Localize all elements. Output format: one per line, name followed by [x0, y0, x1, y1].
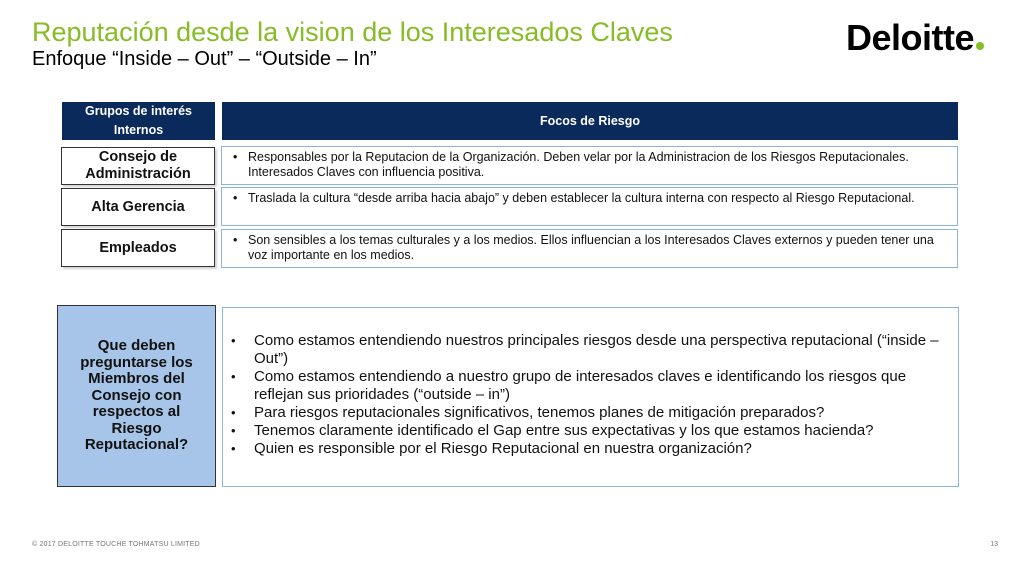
header-risk-focus-label: Focos de Riesgo [539, 113, 641, 128]
header-risk-focus [222, 102, 958, 140]
group-label: Alta Gerencia [91, 198, 185, 215]
question-item: • Quien es responsible por el Riesgo Reputacional en nuestra organización? [228, 440, 950, 458]
page-number: 13 [990, 541, 998, 548]
focus-item: • Responsables por la Reputacion de la Organización. Deben velar por la Administracion de los Riesgos Reputacionales. Interesados Claves con influencia positiva. [232, 150, 949, 180]
header-groups-label: Grupos de interés Internos [85, 104, 192, 137]
focus-consejo [221, 146, 958, 185]
slide-title: Reputación desde la vision de los Interesados Claves [32, 17, 673, 47]
focus-item: • Son sensibles a los temas culturales y a los medios. Ellos influencian a los Interesados Claves externos y pueden tener una voz importante en los medios. [232, 233, 949, 263]
logo-text: Deloitte [846, 17, 975, 58]
group-empleados [61, 229, 215, 267]
slide-subtitle: Enfoque “Inside – Out” – “Outside – In” [32, 48, 377, 70]
group-label: Empleados [99, 239, 177, 256]
group-label: Consejo de Administración [85, 149, 191, 182]
deloitte-logo [846, 17, 984, 59]
group-alta-gerencia [61, 188, 215, 226]
question-item: • Para riesgos reputacionales significativos, tenemos planes de mitigación preparados? [228, 404, 950, 422]
question-label: Que deben preguntarse los Miembros del Consejo con respectos al Riesgo Reputacional? [80, 337, 193, 454]
logo-dot-icon [976, 42, 984, 50]
focus-alta-gerencia [221, 187, 958, 226]
question-label-box [57, 305, 216, 487]
copyright-footer: © 2017 DELOITTE TOUCHE TOHMATSU LIMITED [32, 541, 200, 548]
question-item: • Como estamos entendiendo a nuestro grupo de interesados claves e identificando los riesgos que reflejan sus prioridades (“outside – in”) [228, 368, 950, 404]
question-list-box [222, 307, 959, 487]
question-item: • Como estamos entendiendo nuestros principales riesgos desde una perspectiva reputacional (“inside – Out”) [228, 332, 950, 368]
focus-empleados [221, 229, 958, 268]
focus-item: • Traslada la cultura “desde arriba hacia abajo” y deben establecer la cultura interna con respecto al Riesgo Reputacional. [232, 191, 949, 206]
group-consejo [61, 147, 215, 185]
question-item: • Tenemos claramente identificado el Gap entre sus expectativas y los que estamos hacienda? [228, 422, 950, 440]
header-groups [62, 102, 215, 140]
